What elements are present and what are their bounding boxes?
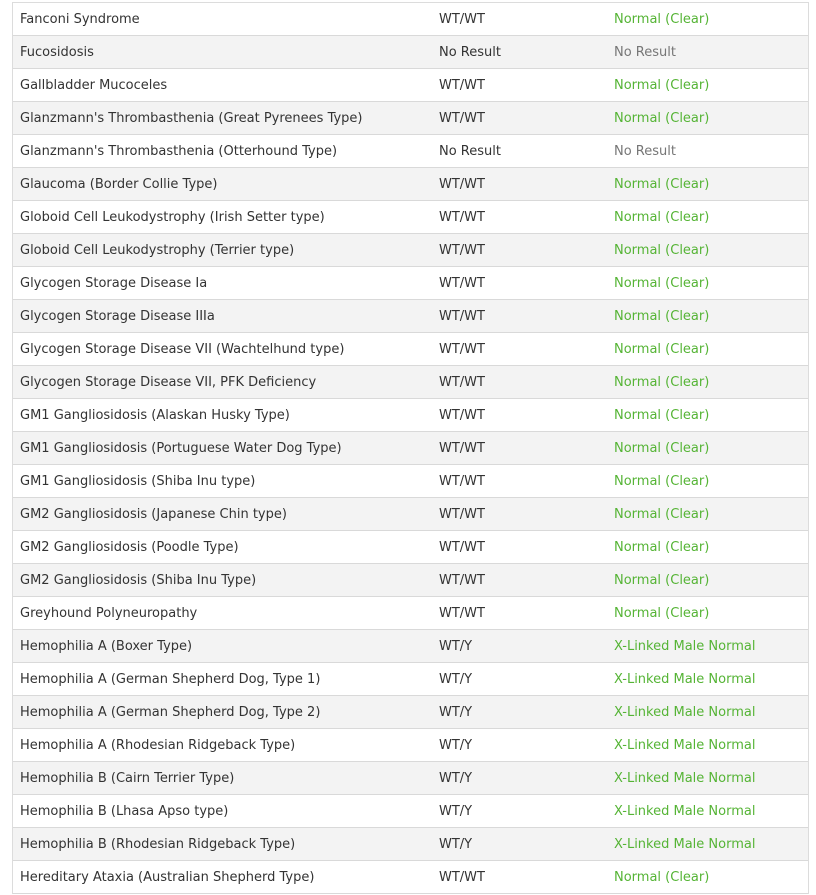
condition-name: Hemophilia A (German Shepherd Dog, Type 2) bbox=[20, 704, 321, 720]
condition-name: Glanzmann's Thrombasthenia (Great Pyrenees Type) bbox=[20, 110, 363, 126]
table-row bbox=[13, 729, 808, 762]
genotype-value: No Result bbox=[439, 143, 501, 159]
result-status: Normal (Clear) bbox=[614, 11, 710, 27]
genetic-results-table bbox=[12, 2, 809, 894]
condition-name: GM1 Gangliosidosis (Shiba Inu type) bbox=[20, 473, 256, 489]
genotype-value: WT/WT bbox=[439, 209, 485, 225]
result-status: Normal (Clear) bbox=[614, 440, 710, 456]
condition-name: GM2 Gangliosidosis (Poodle Type) bbox=[20, 539, 239, 555]
table-row bbox=[13, 498, 808, 531]
table-row bbox=[13, 234, 808, 267]
table-row bbox=[13, 135, 808, 168]
genotype-value: WT/WT bbox=[439, 605, 485, 621]
condition-name: Hemophilia B (Rhodesian Ridgeback Type) bbox=[20, 836, 296, 852]
genotype-value: WT/Y bbox=[439, 704, 473, 720]
condition-name: Fucosidosis bbox=[20, 44, 94, 60]
condition-name: Greyhound Polyneuropathy bbox=[20, 605, 198, 621]
result-status: Normal (Clear) bbox=[614, 605, 710, 621]
genotype-value: WT/WT bbox=[439, 176, 485, 192]
genotype-value: WT/Y bbox=[439, 770, 473, 786]
genotype-value: WT/WT bbox=[439, 869, 485, 885]
result-status: Normal (Clear) bbox=[614, 407, 710, 423]
result-status: Normal (Clear) bbox=[614, 209, 710, 225]
condition-name: Hemophilia A (German Shepherd Dog, Type 1) bbox=[20, 671, 321, 687]
genotype-value: WT/Y bbox=[439, 803, 473, 819]
genotype-value: WT/Y bbox=[439, 671, 473, 687]
genotype-value: WT/Y bbox=[439, 638, 473, 654]
table-row bbox=[13, 168, 808, 201]
genotype-value: WT/WT bbox=[439, 440, 485, 456]
result-status: Normal (Clear) bbox=[614, 374, 710, 390]
table-row bbox=[13, 828, 808, 861]
result-status: No Result bbox=[614, 44, 676, 60]
condition-name: GM1 Gangliosidosis (Alaskan Husky Type) bbox=[20, 407, 290, 423]
genotype-value: No Result bbox=[439, 44, 501, 60]
result-status: Normal (Clear) bbox=[614, 473, 710, 489]
result-status: Normal (Clear) bbox=[614, 176, 710, 192]
condition-name: Glycogen Storage Disease VII, PFK Deficiency bbox=[20, 374, 317, 390]
condition-name: Globoid Cell Leukodystrophy (Irish Setter type) bbox=[20, 209, 325, 225]
table-row bbox=[13, 564, 808, 597]
result-status: Normal (Clear) bbox=[614, 506, 710, 522]
condition-name: Glycogen Storage Disease Ia bbox=[20, 275, 208, 291]
genotype-value: WT/WT bbox=[439, 110, 485, 126]
genotype-value: WT/WT bbox=[439, 374, 485, 390]
genotype-value: WT/Y bbox=[439, 836, 473, 852]
table-row bbox=[13, 300, 808, 333]
genotype-value: WT/WT bbox=[439, 473, 485, 489]
table-row bbox=[13, 432, 808, 465]
condition-name: GM1 Gangliosidosis (Portuguese Water Dog Type) bbox=[20, 440, 342, 456]
result-status: X-Linked Male Normal bbox=[614, 770, 756, 786]
genotype-value: WT/WT bbox=[439, 275, 485, 291]
condition-name: Hemophilia B (Cairn Terrier Type) bbox=[20, 770, 235, 786]
genotype-value: WT/WT bbox=[439, 407, 485, 423]
result-status: Normal (Clear) bbox=[614, 341, 710, 357]
table-row bbox=[13, 795, 808, 828]
result-status: Normal (Clear) bbox=[614, 572, 710, 588]
table-row bbox=[13, 69, 808, 102]
condition-name: GM2 Gangliosidosis (Shiba Inu Type) bbox=[20, 572, 257, 588]
table-row bbox=[13, 3, 808, 36]
condition-name: Glycogen Storage Disease VII (Wachtelhund type) bbox=[20, 341, 345, 357]
condition-name: GM2 Gangliosidosis (Japanese Chin type) bbox=[20, 506, 287, 522]
table-row bbox=[13, 531, 808, 564]
result-status: Normal (Clear) bbox=[614, 242, 710, 258]
result-status: X-Linked Male Normal bbox=[614, 737, 756, 753]
condition-name: Gallbladder Mucoceles bbox=[20, 77, 168, 93]
table-row bbox=[13, 597, 808, 630]
condition-name: Glanzmann's Thrombasthenia (Otterhound Type) bbox=[20, 143, 338, 159]
condition-name: Hereditary Ataxia (Australian Shepherd Type) bbox=[20, 869, 315, 885]
result-status: X-Linked Male Normal bbox=[614, 836, 756, 852]
table-row bbox=[13, 861, 808, 894]
result-status: X-Linked Male Normal bbox=[614, 638, 756, 654]
genotype-value: WT/WT bbox=[439, 11, 485, 27]
table-row bbox=[13, 36, 808, 69]
result-status: Normal (Clear) bbox=[614, 275, 710, 291]
table-row bbox=[13, 630, 808, 663]
table-row bbox=[13, 267, 808, 300]
genotype-value: WT/WT bbox=[439, 308, 485, 324]
table-row bbox=[13, 333, 808, 366]
genotype-value: WT/WT bbox=[439, 539, 485, 555]
genotype-value: WT/Y bbox=[439, 737, 473, 753]
genotype-value: WT/WT bbox=[439, 572, 485, 588]
result-status: Normal (Clear) bbox=[614, 869, 710, 885]
table-row bbox=[13, 696, 808, 729]
result-status: Normal (Clear) bbox=[614, 77, 710, 93]
condition-name: Fanconi Syndrome bbox=[20, 11, 140, 27]
genotype-value: WT/WT bbox=[439, 341, 485, 357]
condition-name: Hemophilia A (Boxer Type) bbox=[20, 638, 193, 654]
table-row bbox=[13, 465, 808, 498]
table-row bbox=[13, 102, 808, 135]
result-status: Normal (Clear) bbox=[614, 308, 710, 324]
table-row bbox=[13, 762, 808, 795]
genotype-value: WT/WT bbox=[439, 506, 485, 522]
condition-name: Globoid Cell Leukodystrophy (Terrier type) bbox=[20, 242, 295, 258]
condition-name: Hemophilia B (Lhasa Apso type) bbox=[20, 803, 229, 819]
table-row bbox=[13, 201, 808, 234]
condition-name: Glycogen Storage Disease IIIa bbox=[20, 308, 215, 324]
table-row bbox=[13, 663, 808, 696]
condition-name: Hemophilia A (Rhodesian Ridgeback Type) bbox=[20, 737, 296, 753]
result-status: No Result bbox=[614, 143, 676, 159]
condition-name: Glaucoma (Border Collie Type) bbox=[20, 176, 218, 192]
table-row bbox=[13, 399, 808, 432]
result-status: Normal (Clear) bbox=[614, 110, 710, 126]
result-status: Normal (Clear) bbox=[614, 539, 710, 555]
result-status: X-Linked Male Normal bbox=[614, 803, 756, 819]
genotype-value: WT/WT bbox=[439, 77, 485, 93]
result-status: X-Linked Male Normal bbox=[614, 704, 756, 720]
result-status: X-Linked Male Normal bbox=[614, 671, 756, 687]
table-row bbox=[13, 366, 808, 399]
genotype-value: WT/WT bbox=[439, 242, 485, 258]
